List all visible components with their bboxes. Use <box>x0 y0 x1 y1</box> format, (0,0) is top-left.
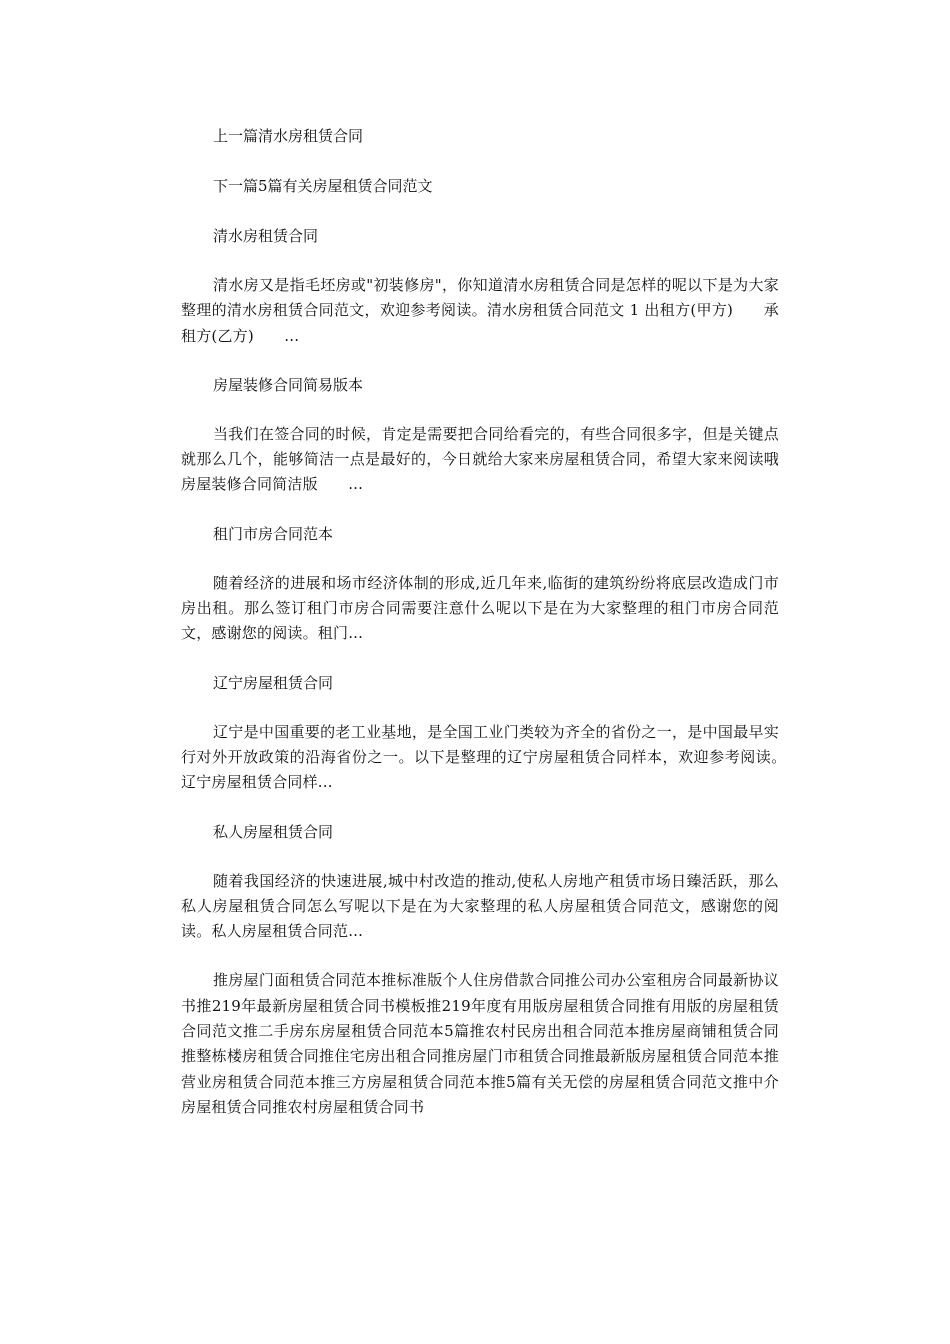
article-summary: 当我们在签合同的时候，肯定是需要把合同给看完的，有些合同很多字，但是关键点就那么几个，能够简洁一点是最好的，今日就给大家来房屋租赁合同，希望大家来阅读哦 房屋装修合同简洁版 ... <box>181 424 810 494</box>
article-summary: 清水房又是指毛坯房或"初装修房"，你知道清水房租赁合同是怎样的呢以下是为大家整理的清水房租赁合同范文，欢迎参考阅读。清水房租赁合同范文 1 出租方(甲方) 承租方(乙方) ... <box>181 276 780 345</box>
article-title[interactable]: 房屋装修合同简易版本 <box>213 375 364 394</box>
prev-article-link[interactable]: 上一篇清水房租赁合同 <box>213 127 364 145</box>
article-title[interactable]: 辽宁房屋租赁合同 <box>213 673 334 692</box>
document-page <box>181 124 810 1120</box>
article-summary: 随着我国经济的快速进展,城中村改造的推动,使私人房地产租赁市场日臻活跃，那么私人房屋租赁合同怎么写呢以下是在为大家整理的私人房屋租赁合同范文，感谢您的阅读。私人房屋租赁合同范... <box>181 871 779 941</box>
article-title[interactable]: 清水房租赁合同 <box>213 227 319 245</box>
recommended-links[interactable]: 推房屋门面租赁合同范本推标准版个人住房借款合同推公司办公室租房合同最新协议书推219年最新房屋租赁合同书模板推219年度有用版房屋租赁合同推有用版的房屋租赁合同范文推二手房东房屋租赁合同范本5篇推农村民房出租合同范本推房屋商铺租赁合同推整栋楼房租赁合同推住宅房出租合同推房屋门市租赁合同推最新版房屋租赁合同范本推营业房租赁合同范本推三方房屋租赁合同范本推5篇有关无偿的房屋租赁合同范文推中介房屋租赁合同推农村房屋租赁合同书 <box>181 971 779 1116</box>
article-title[interactable]: 私人房屋租赁合同 <box>213 822 334 841</box>
article-summary: 辽宁是中国重要的老工业基地，是全国工业门类较为齐全的省份之一，是中国最早实行对外开放政策的沿海省份之一。以下是整理的辽宁房屋租赁合同样本，欢迎参考阅读。 辽宁房屋租赁合同样... <box>181 722 810 792</box>
article-title[interactable]: 租门市房合同范本 <box>213 524 334 543</box>
next-article-link[interactable]: 下一篇5篇有关房屋租赁合同范文 <box>213 177 433 195</box>
article-summary: 随着经济的进展和场市经济体制的形成,近几年来,临街的建筑纷纷将底层改造成门市房出租。那么签订租门市房合同需要注意什么呢以下是在为大家整理的租门市房合同范文，感谢您的阅读。租门... <box>181 573 779 643</box>
